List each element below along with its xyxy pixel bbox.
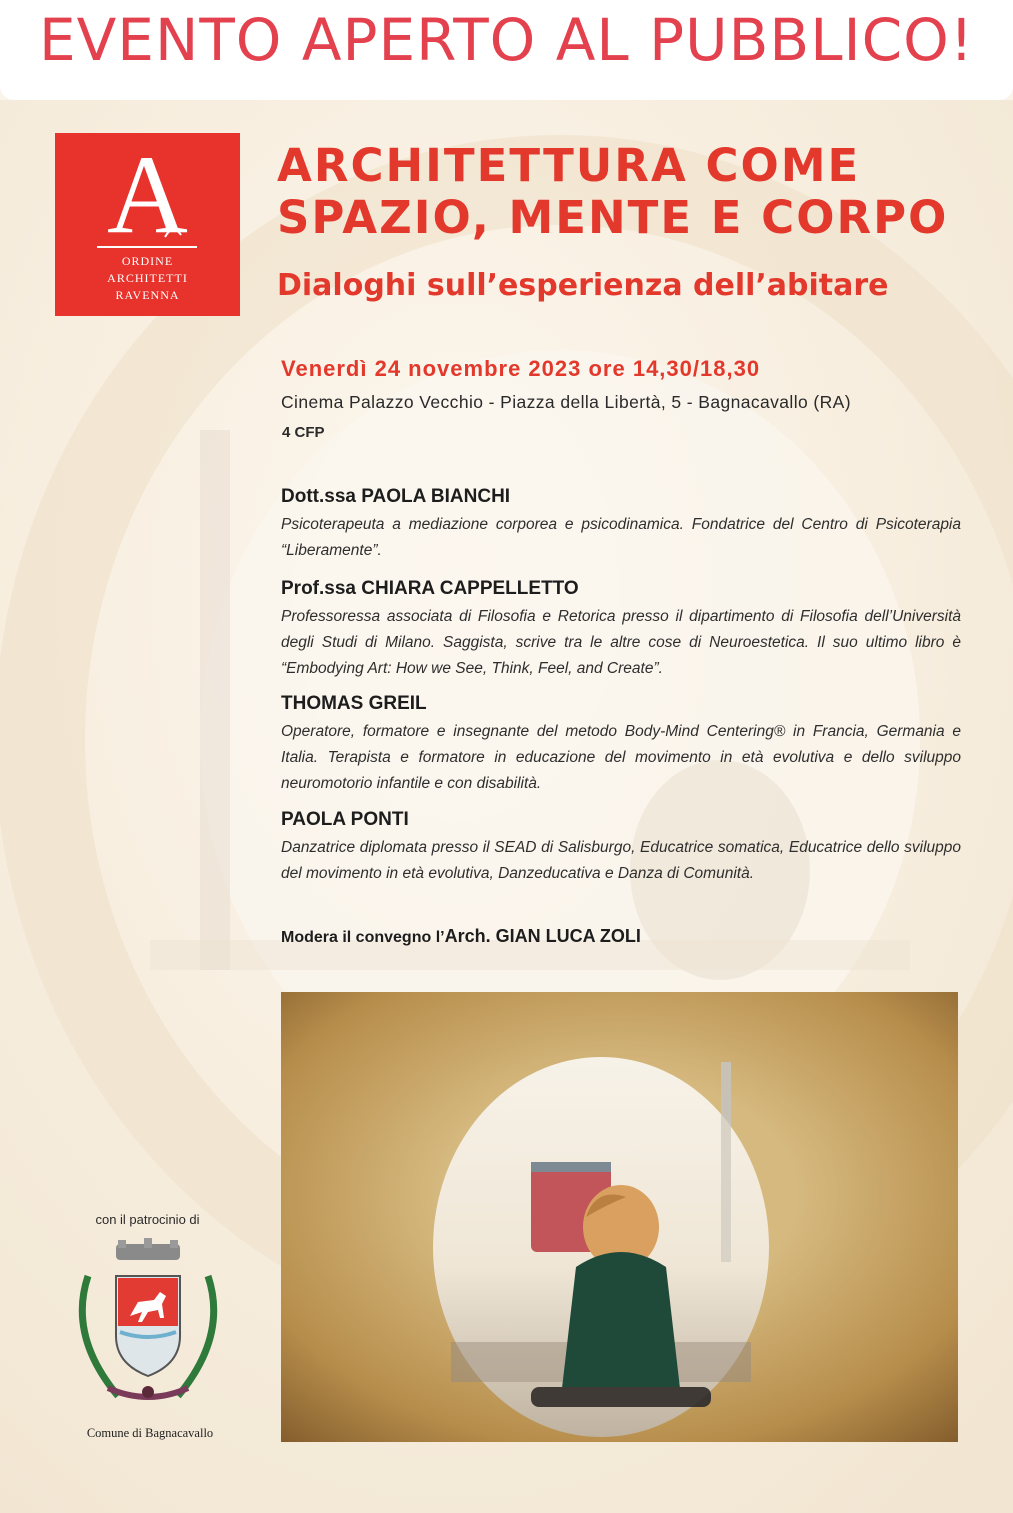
- moderator-line: [281, 926, 641, 947]
- event-title: [277, 140, 977, 244]
- moderator-prefix: Modera il convegno l’: [281, 929, 445, 946]
- speaker-name: THOMAS GREIL: [281, 693, 427, 714]
- bagnacavallo-crest-icon: [68, 1236, 228, 1416]
- banner-text: EVENTO APERTO AL PUBBLICO!: [38, 6, 975, 74]
- speaker-name: Dott.ssa PAOLA BIANCHI: [281, 486, 511, 507]
- event-venue: Cinema Palazzo Vecchio - Piazza della Libertà, 5 - Bagnacavallo (RA): [281, 392, 851, 412]
- logo-line-ravenna: RAVENNA: [115, 288, 180, 302]
- patronage-label: con il patrocinio di: [95, 1212, 200, 1227]
- event-date: Venerdì 24 novembre 2023 ore 14,30/18,30: [281, 356, 761, 381]
- moderator-name: Arch. GIAN LUCA ZOLI: [444, 926, 641, 946]
- event-subtitle: Dialoghi sull’esperienza dell’abitare: [277, 268, 889, 303]
- cfp-credits: 4 CFP: [282, 424, 325, 441]
- speaker-name: PAOLA PONTI: [281, 809, 409, 830]
- logo-letter: A: [107, 133, 188, 257]
- event-title-line1: ARCHITETTURA COME: [277, 139, 861, 192]
- speaker-description: Operatore, formatore e insegnante del metodo Body-Mind Centering® in Francia, Germania e Italia. Terapista e formatore in educazione del movimento in età evolutiva e dello sviluppo neuromotorio infantile e con disabilità.: [281, 723, 961, 792]
- comune-label: Comune di Bagnacavallo: [86, 1426, 214, 1440]
- speaker-description: Danzatrice diplomata presso il SEAD di Salisburgo, Educatrice somatica, Educatrice dello sviluppo del movimento in età evolutiva, Danzeducativa e Danza di Comunità.: [281, 839, 961, 882]
- top-banner-bar: [0, 0, 1013, 100]
- event-title-line2: SPAZIO, MENTE E CORPO: [277, 191, 949, 244]
- speaker-description: Psicoterapeuta a mediazione corporea e psicodinamica. Fondatrice del Centro di Psicoterapia “Liberamente”.: [281, 516, 961, 559]
- ordine-architetti-logo: [55, 133, 240, 316]
- logo-line-architetti: ARCHITETTI: [107, 271, 188, 285]
- child-in-tunnel-photo: [281, 992, 958, 1442]
- speaker-name: Prof.ssa CHIARA CAPPELLETTO: [281, 578, 579, 599]
- speaker-description: Professoressa associata di Filosofia e Retorica presso il dipartimento di Filosofia dell’Università degli Studi di Milano. Saggista, scrive tra le altre cose di Neuroestetica. Il suo ultimo libro è “Embodying Art: How we See, Think, Feel, and Create”.: [281, 608, 961, 677]
- logo-line-ordine: ORDINE: [121, 254, 174, 268]
